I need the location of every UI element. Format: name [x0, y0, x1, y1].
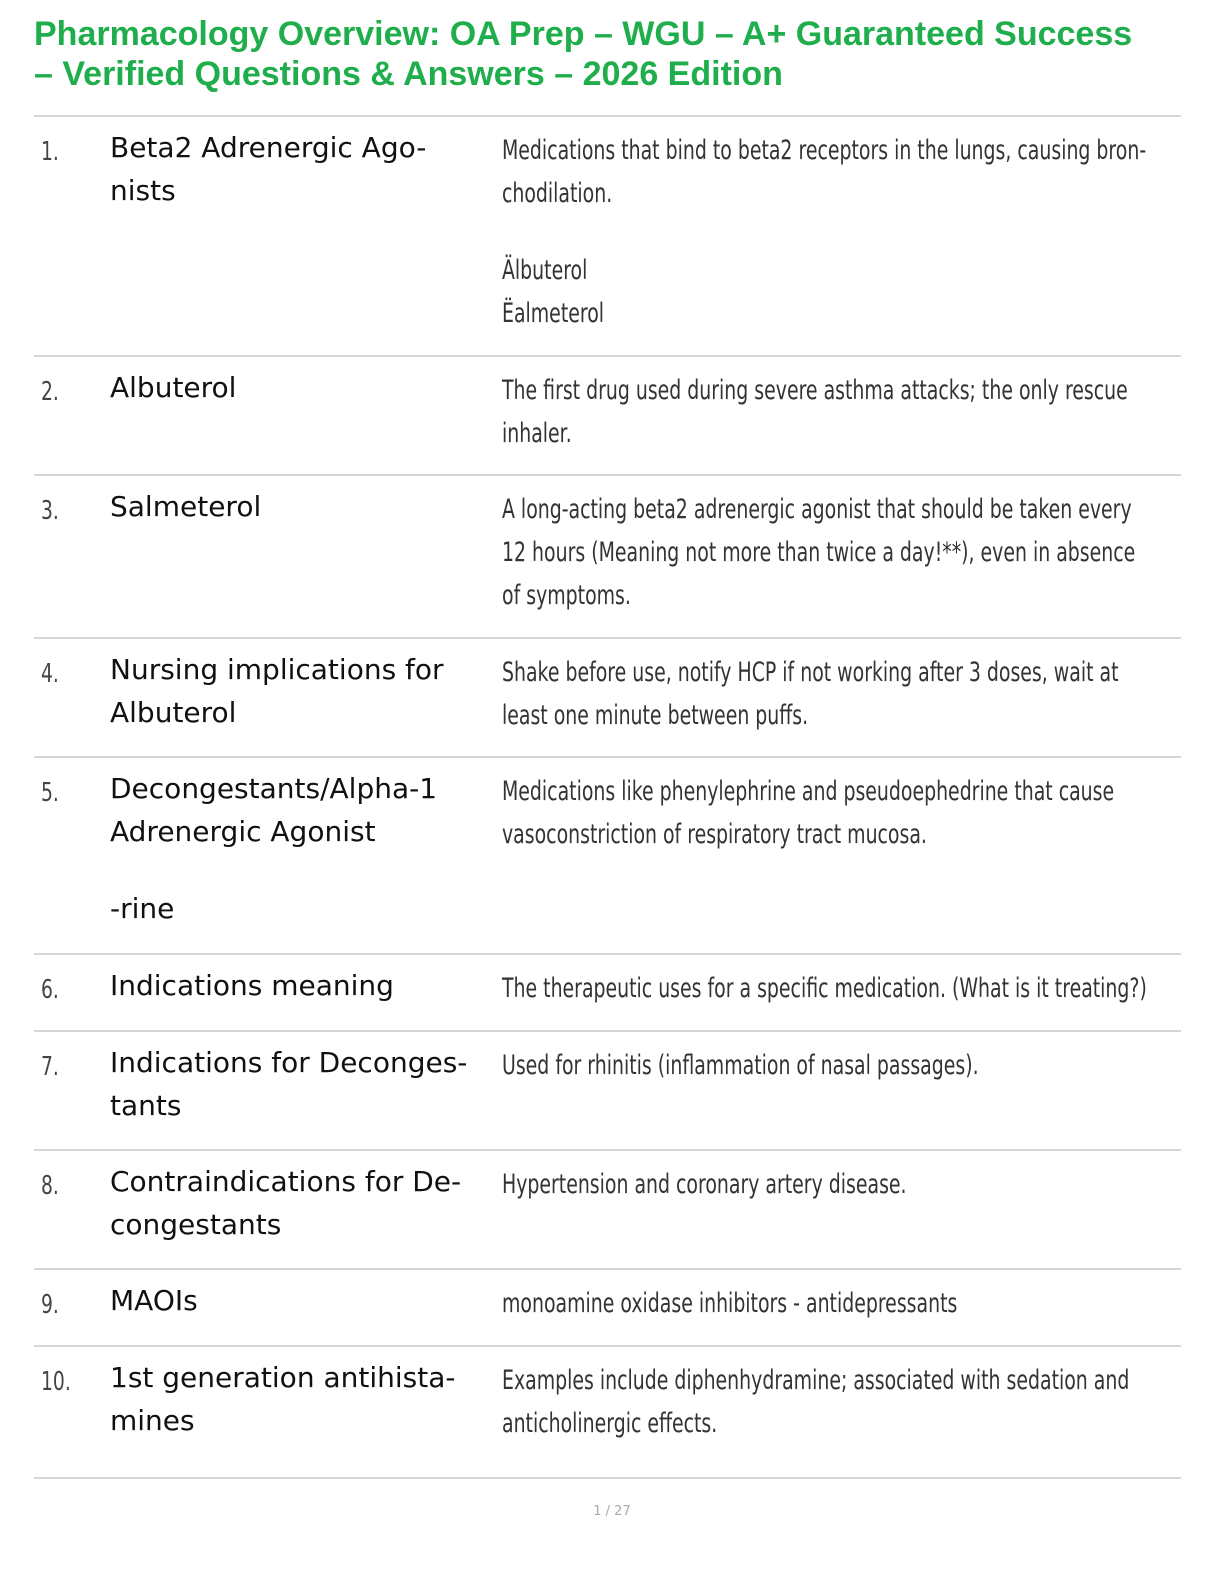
definition-line: Hypertension and coronary artery disease. [502, 1169, 907, 1200]
definition-line: Ëalmeterol [502, 298, 605, 329]
card-number: 8. [41, 1171, 59, 1201]
flashcard-row [34, 1270, 1181, 1347]
definition-line: vasoconstriction of respiratory tract mucosa. [502, 819, 927, 850]
term-line: -rine [110, 892, 175, 925]
card-number: 2. [41, 377, 59, 407]
card-term [110, 648, 495, 734]
definition-line: A long-acting beta2 adrenergic agonist that should be taken every [502, 494, 1132, 525]
definition-line: least one minute between puffs. [502, 700, 809, 731]
term-line: Nursing implications for [110, 653, 444, 686]
card-definition [502, 488, 1174, 617]
flashcard-row [34, 639, 1181, 758]
flashcard-row [34, 117, 1181, 357]
card-term [110, 1279, 495, 1322]
definition-line: The therapeutic uses for a specific medication. (What is it treating?) [502, 973, 1147, 1004]
flashcard-row [34, 1347, 1181, 1479]
card-definition [502, 369, 1174, 455]
card-number: 5. [41, 778, 59, 808]
card-term [110, 366, 495, 409]
card-term [110, 767, 495, 930]
definition-spacer [502, 215, 1174, 249]
definition-line: Used for rhinitis (inflammation of nasal passages). [502, 1050, 979, 1081]
flashcard-row [34, 758, 1181, 955]
card-definition [502, 1044, 1174, 1087]
flashcard-list [34, 117, 1181, 1479]
definition-line: The first drug used during severe asthma attacks; the only rescue [502, 375, 1128, 406]
card-number: 1. [41, 137, 59, 167]
card-number: 10. [41, 1367, 71, 1397]
term-line: Albuterol [110, 696, 237, 729]
card-term [110, 1356, 495, 1442]
term-line: Albuterol [110, 371, 237, 404]
page-number: 1 / 27 [593, 1504, 631, 1519]
card-definition [502, 1282, 1174, 1325]
card-term [110, 1041, 495, 1127]
card-definition [502, 1163, 1174, 1206]
card-number: 9. [41, 1290, 59, 1320]
flashcard-row [34, 1032, 1181, 1151]
definition-line: inhaler. [502, 418, 572, 449]
card-term [110, 485, 495, 528]
card-number: 6. [41, 975, 59, 1005]
flashcard-row [34, 357, 1181, 476]
term-line: congestants [110, 1208, 282, 1241]
title-line: – Verified Questions & Answers – 2026 Edition [34, 55, 783, 93]
definition-line: 12 hours (Meaning not more than twice a day!**), even in absence [502, 537, 1136, 568]
card-definition [502, 651, 1174, 737]
definition-line: Medications like phenylephrine and pseudoephedrine that cause [502, 776, 1115, 807]
term-line: 1st generation antihista- [110, 1361, 456, 1394]
card-number: 3. [41, 496, 59, 526]
term-line: Indications for Deconges- [110, 1046, 468, 1079]
term-line: Decongestants/Alpha-1 [110, 772, 438, 805]
card-definition [502, 1359, 1174, 1445]
flashcard-row [34, 476, 1181, 639]
card-term [110, 126, 495, 212]
definition-line: Examples include diphenhydramine; associated with sedation and [502, 1365, 1130, 1396]
definition-line: anticholinergic effects. [502, 1408, 718, 1439]
term-line: Adrenergic Agonist [110, 815, 376, 848]
term-line: nists [110, 174, 176, 207]
term-line: Beta2 Adrenergic Ago- [110, 131, 427, 164]
card-definition [502, 770, 1174, 856]
document-title [34, 14, 1194, 94]
card-number: 4. [41, 659, 59, 689]
definition-line: monoamine oxidase inhibitors - antidepressants [502, 1288, 958, 1319]
card-number: 7. [41, 1052, 59, 1082]
term-line: MAOIs [110, 1284, 198, 1317]
term-spacer [110, 853, 495, 887]
card-term [110, 1160, 495, 1246]
card-definition [502, 129, 1174, 335]
term-line: Salmeterol [110, 490, 262, 523]
card-term [110, 964, 495, 1007]
definition-line: chodilation. [502, 178, 613, 209]
definition-line: Älbuterol [502, 255, 588, 286]
term-line: tants [110, 1089, 182, 1122]
flashcard-row [34, 955, 1181, 1032]
title-line: Pharmacology Overview: OA Prep – WGU – A+ Guaranteed Success [34, 15, 1133, 53]
card-definition [502, 967, 1174, 1010]
term-line: Contraindications for De- [110, 1165, 462, 1198]
term-line: mines [110, 1404, 195, 1437]
definition-line: Shake before use, notify HCP if not working after 3 doses, wait at [502, 657, 1119, 688]
definition-line: Medications that bind to beta2 receptors in the lungs, causing bron- [502, 135, 1147, 166]
definition-line: of symptoms. [502, 580, 631, 611]
term-line: Indications meaning [110, 969, 394, 1002]
flashcard-row [34, 1151, 1181, 1270]
